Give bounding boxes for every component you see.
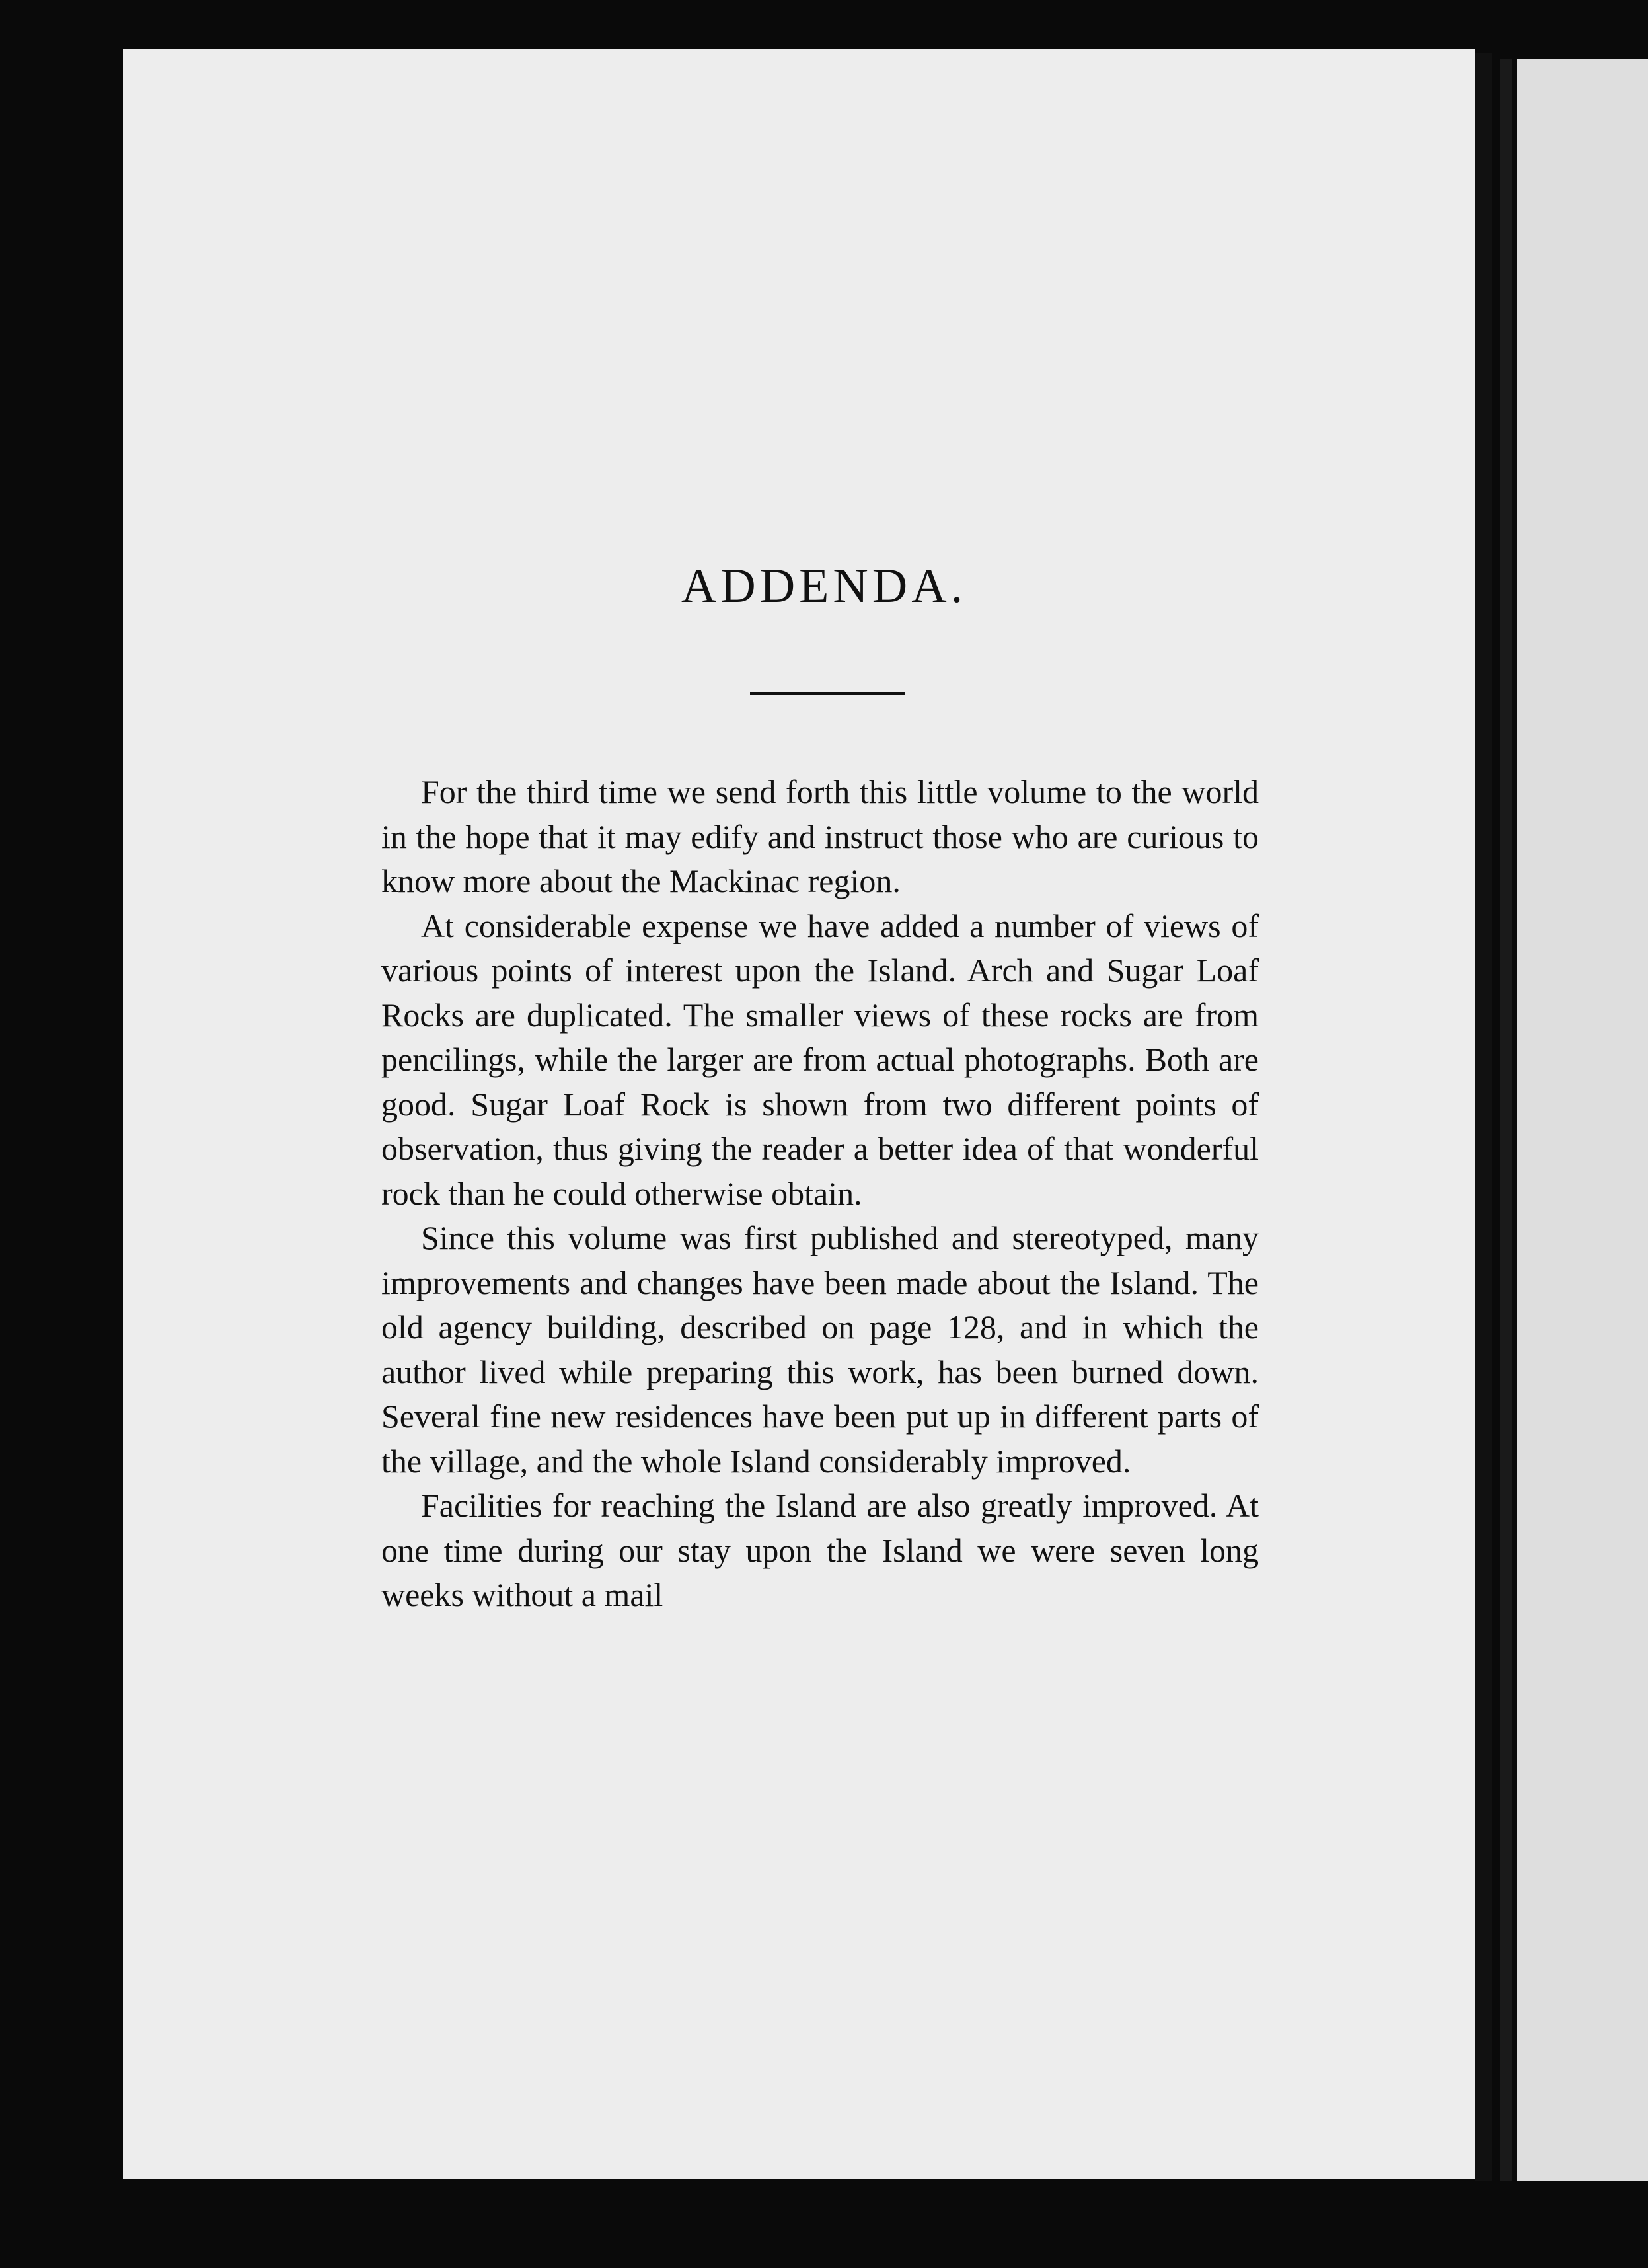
page-title: ADDENDA. [681,559,967,613]
body-text [381,770,1259,1618]
title-rule [750,692,905,695]
page-edge [1500,59,1512,2181]
paragraph: At considerable expense we have added a number of views of various points of interest upon the Island. Arch and Sugar Loaf Rocks are duplicated. The smaller views of these rocks are from pencilings, while the larger are from actual photographs. Both are good. Sugar Loaf Rock is shown from two different points of observation, thus giving the reader a better idea of that wonderful rock than he could otherwise obtain. [381,907,1259,1212]
paragraph: Facilities for reaching the Island are also greatly improved. At one time during our stay upon the Island we were seven long weeks without a mail [381,1487,1259,1613]
adjacent-page [1517,59,1648,2181]
paragraph: For the third time we send forth this little volume to the world in the hope that it may edify and instruct those who are curious to know more about the Mackinac region. [381,773,1259,899]
book-gutter [1475,53,1492,2181]
paragraph: Since this volume was first published and stereotyped, many improvements and changes have been made about the Island. The old agency building, described on page 128, and in which the author lived while preparing this work, has been burned down. Several fine new residences have been put up in different parts of the village, and the whole Island considerably improved. [381,1219,1259,1480]
